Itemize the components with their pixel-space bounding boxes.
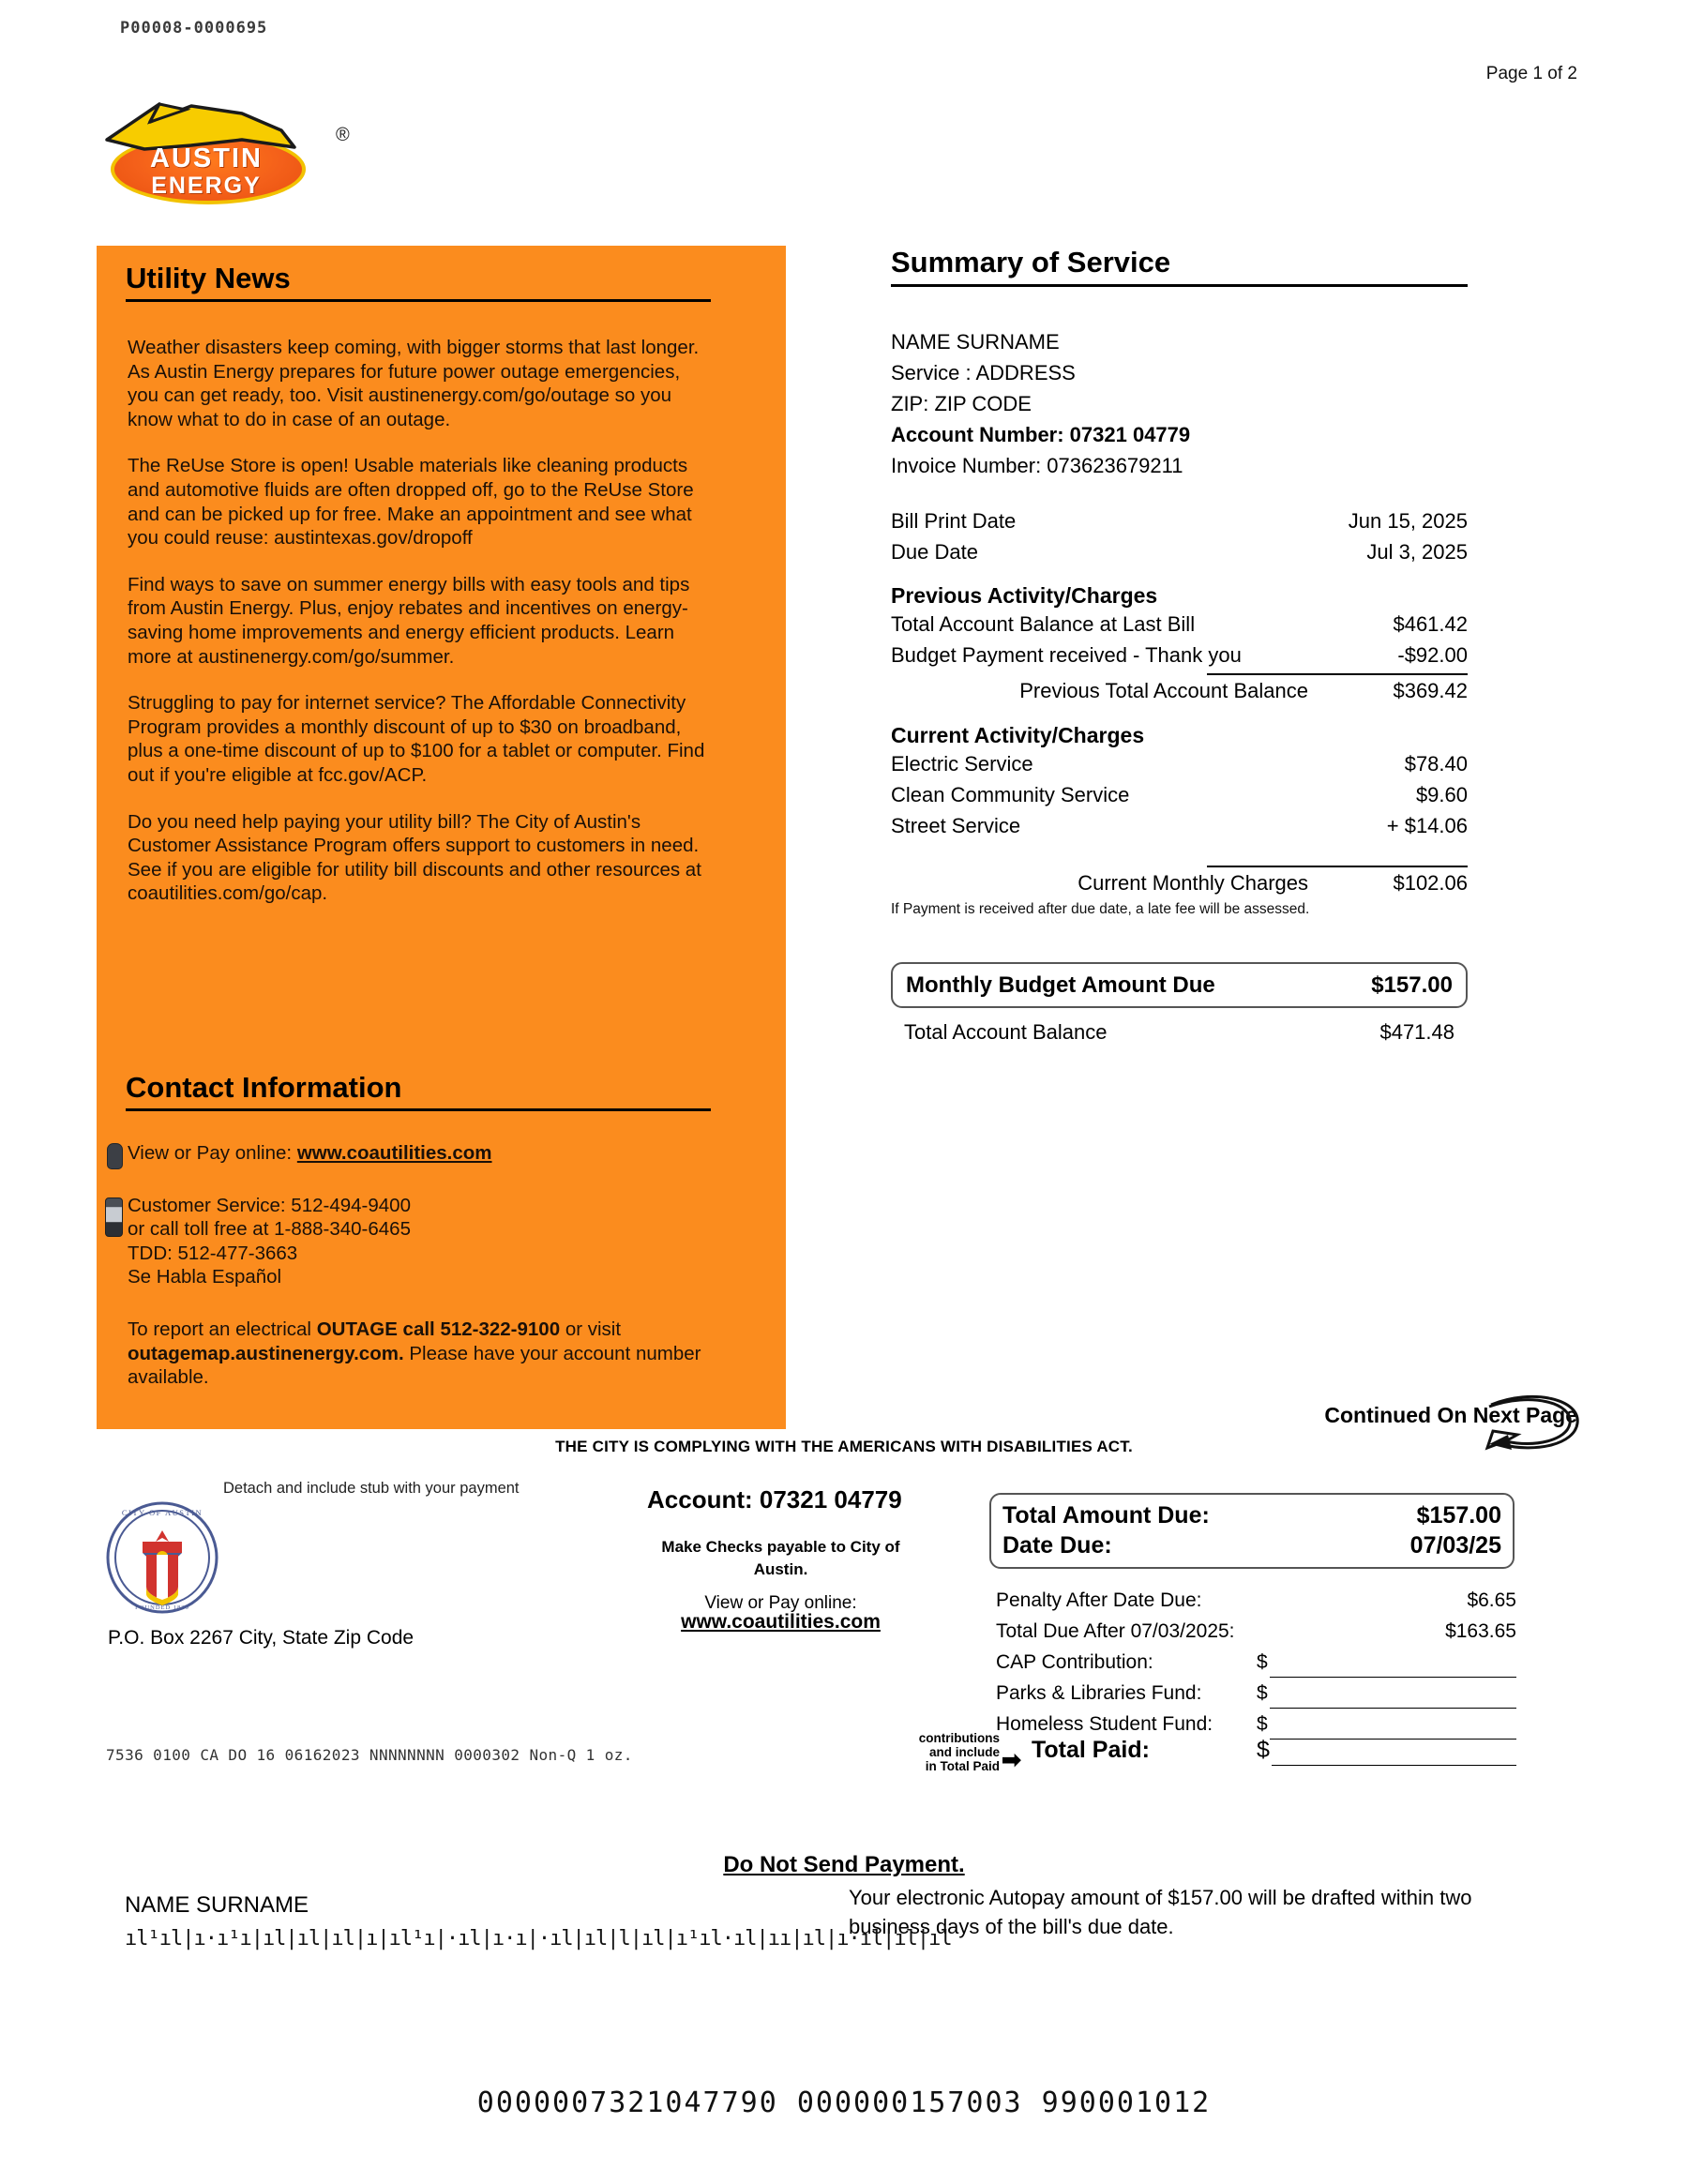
current-row-value: $9.60 — [1415, 783, 1468, 806]
contributions-note — [889, 1731, 1000, 1773]
stub-line-label: CAP Contribution: — [996, 1651, 1153, 1673]
previous-total-row — [891, 675, 1468, 707]
news-paragraph: Weather disasters keep coming, with bigger storms that last longer. As Austin Energy prepares for future power outage emergencies, you can get ready, too. Visit austinenergy.com/go/outage so you know what to do in case of an outage. — [128, 337, 700, 430]
contact-phone-block — [128, 1194, 728, 1289]
view-or-pay-text: View or Pay online: — [704, 1593, 857, 1613]
logo-text-energy: ENERGY — [151, 173, 262, 199]
page-indicator: Page 1 of 2 — [1485, 64, 1577, 83]
due-date-label: Due Date — [891, 540, 978, 564]
monthly-budget-value: $157.00 — [1371, 972, 1453, 998]
utility-news-title: Utility News — [126, 262, 291, 294]
utility-news-heading — [126, 262, 711, 302]
current-row-value: + $14.06 — [1386, 814, 1468, 837]
table-row — [891, 640, 1468, 670]
customer-name: NAME SURNAME — [891, 330, 1060, 354]
outage-phone: OUTAGE call 512-322-9100 — [316, 1318, 561, 1340]
stub-line-label: Homeless Student Fund: — [996, 1713, 1213, 1735]
previous-row-value: -$92.00 — [1397, 643, 1468, 667]
contact-information-body — [128, 1141, 728, 1414]
contributions-note-line3: in Total Paid — [925, 1759, 1000, 1773]
current-row-label: Clean Community Service — [891, 783, 1130, 806]
stub-line — [996, 1678, 1516, 1709]
ocr-scanline: 0000007321047790 000000157003 990001012 — [476, 2086, 1212, 2119]
news-paragraph: The ReUse Store is open! Usable materials like cleaning products and automotive fluids are often dropped off, go to the ReUse Store and can be picked up for free. Make an appointment and see what you could reuse: austintexas.gov/dropoff — [128, 455, 694, 550]
total-amount-due-value: $157.00 — [1416, 1502, 1501, 1529]
logo-text-austin: AUSTIN — [150, 143, 263, 173]
bill-print-date-row — [891, 505, 1468, 536]
city-of-austin-seal-icon — [105, 1500, 219, 1615]
service-address: Service : ADDRESS — [891, 361, 1076, 384]
contact-customer-service: Customer Service: 512-494-9400 — [128, 1194, 411, 1216]
outage-text-post: Please have your account number available. — [128, 1342, 701, 1389]
news-paragraph: Find ways to save on summer energy bills with easy tools and tips from Austin Energy. Plus, enjoy rebates and incentives on energy-saving home improvements and energy efficient products. Learn more at austinenergy.com/go/summer. — [128, 573, 690, 668]
monthly-budget-label: Monthly Budget Amount Due — [906, 972, 1215, 998]
utility-news-panel — [97, 246, 786, 1429]
contact-online-row — [128, 1141, 728, 1166]
mail-routing-code: 7536 0100 CA DO 16 06162023 NNNNNNNN 0000302 Non-Q 1 oz. — [106, 1746, 633, 1764]
continued-next-page-label: Continued On Next Page — [1324, 1403, 1577, 1427]
registered-trademark-icon: ® — [336, 125, 350, 145]
contact-information-title: Contact Information — [126, 1071, 402, 1104]
current-activity-heading: Current Activity/Charges — [891, 723, 1145, 747]
current-row-label: Electric Service — [891, 752, 1033, 776]
total-paid-field[interactable]: $ — [1257, 1735, 1516, 1766]
detach-note: Detach and include stub with your payment — [223, 1480, 520, 1497]
stub-line — [996, 1647, 1516, 1678]
svg-text:CITY OF AUSTIN: CITY OF AUSTIN — [121, 1508, 203, 1517]
phone-icon — [105, 1197, 123, 1237]
outage-text-mid: or visit — [560, 1318, 622, 1340]
contributions-note-line2: and include — [928, 1745, 1000, 1759]
total-account-balance-value: $471.48 — [1379, 1020, 1454, 1044]
austin-energy-logo — [94, 98, 350, 206]
outage-map-url[interactable]: outagemap.austinenergy.com. — [128, 1342, 404, 1364]
bill-print-date-value: Jun 15, 2025 — [1348, 509, 1468, 533]
current-total-value: $102.06 — [1393, 871, 1468, 895]
stub-amount-lines — [996, 1585, 1516, 1740]
customer-block — [891, 326, 1468, 481]
table-row — [891, 748, 1468, 779]
due-date-value: Jul 3, 2025 — [1366, 540, 1468, 564]
total-amount-due-row — [1002, 1500, 1501, 1530]
total-account-balance-row — [891, 1020, 1468, 1045]
contact-tdd: TDD: 512-477-3663 — [128, 1242, 298, 1264]
contact-espanol: Se Habla Español — [128, 1266, 282, 1288]
invoice-number: Invoice Number: 073623679211 — [891, 454, 1183, 477]
table-row — [891, 810, 1468, 841]
utility-news-body — [128, 336, 709, 928]
stub-line — [996, 1616, 1516, 1647]
stub-line-label: Penalty After Date Due: — [996, 1589, 1202, 1611]
stub-payment-url[interactable]: www.coautilities.com — [681, 1611, 881, 1633]
contact-information-heading — [126, 1071, 711, 1111]
date-due-value: 07/03/25 — [1409, 1532, 1501, 1559]
contact-outage-block — [128, 1318, 728, 1390]
stub-line-value: $6.65 — [1467, 1589, 1516, 1611]
total-paid-row — [996, 1735, 1516, 1766]
monthly-budget-box — [891, 962, 1468, 1008]
service-zip: ZIP: ZIP CODE — [891, 392, 1032, 415]
stub-payment-instructions — [656, 1536, 905, 1615]
previous-total-value: $369.42 — [1393, 679, 1468, 702]
current-row-value: $78.40 — [1404, 752, 1468, 776]
previous-total-label: Previous Total Account Balance — [1019, 679, 1308, 702]
current-row-label: Street Service — [891, 814, 1021, 837]
stub-line-label: Total Due After 07/03/2025: — [996, 1620, 1235, 1642]
po-box-address: P.O. Box 2267 City, State Zip Code — [108, 1627, 414, 1649]
ada-notice: THE CITY IS COMPLYING WITH THE AMERICANS WITH DISABILITIES ACT. — [555, 1438, 1133, 1455]
dates-block — [891, 505, 1468, 567]
footer-customer-name: NAME SURNAME — [125, 1892, 309, 1918]
summary-of-service — [891, 246, 1468, 1045]
current-total-row — [891, 867, 1468, 899]
total-amount-due-box — [989, 1493, 1515, 1569]
outage-text-pre: To report an electrical — [128, 1318, 317, 1340]
previous-row-label: Budget Payment received - Thank you — [891, 643, 1242, 667]
contact-online-label: View or Pay online: — [128, 1142, 293, 1164]
news-paragraph: Struggling to pay for internet service? The Affordable Connectivity Program provides a monthly discount of up to $30 on broadband, plus a one-time discount of up to $100 for a tablet or computer. Find out if you're eligible at fcc.gov/ACP. — [128, 692, 705, 786]
previous-row-value: $461.42 — [1393, 612, 1468, 636]
document-code: P00008-0000695 — [120, 19, 268, 38]
intelligent-mail-barcode: ıl¹ıl|ı·ı¹ı|ıl|ıl|ıl|ı|ıl¹ı|·ıl|ı·ı|·ıl|ıl|l|ıl|ı¹ıl·ıl|ıı|ıl|ı·ıl|ıl|ıl — [125, 1927, 952, 1951]
previous-activity-heading: Previous Activity/Charges — [891, 583, 1158, 608]
autopay-notice: Your electronic Autopay amount of $157.00 will be drafted within two business days of the bill's due date. — [849, 1886, 1472, 1938]
total-paid-label: Total Paid: — [1032, 1737, 1150, 1763]
date-due-row — [1002, 1530, 1501, 1560]
mouse-icon — [107, 1143, 123, 1169]
summary-divider — [891, 284, 1468, 287]
stub-line-value: $163.65 — [1445, 1620, 1516, 1642]
total-amount-due-label: Total Amount Due: — [1002, 1502, 1210, 1529]
stub-line — [996, 1585, 1516, 1616]
account-number: Account Number: 07321 04779 — [891, 423, 1191, 446]
previous-row-label: Total Account Balance at Last Bill — [891, 612, 1196, 636]
contact-online-url[interactable]: www.coautilities.com — [296, 1142, 492, 1164]
contact-toll-free: or call toll free at 1-888-340-6465 — [128, 1218, 411, 1241]
utility-news-divider — [126, 299, 711, 302]
svg-text:FOUNDED 1839: FOUNDED 1839 — [135, 1604, 189, 1611]
bill-print-date-label: Bill Print Date — [891, 509, 1017, 533]
stub-line-label: Parks & Libraries Fund: — [996, 1682, 1202, 1704]
do-not-send-payment-title: Do Not Send Payment. — [723, 1852, 965, 1877]
total-account-balance-label: Total Account Balance — [904, 1020, 1108, 1044]
late-fee-note: If Payment is received after due date, a late fee will be assessed. — [891, 901, 1310, 917]
parks-libraries-field[interactable]: $ — [1257, 1678, 1516, 1709]
contact-information-divider — [126, 1108, 711, 1111]
current-total-label: Current Monthly Charges — [1078, 871, 1308, 895]
summary-of-service-title: Summary of Service — [891, 246, 1171, 279]
news-paragraph: Do you need help paying your utility bill? The City of Austin's Customer Assistance Program offers support to customers in need. See if you are eligible for utility bill discounts and other resources at coautilities.com/go/cap. — [128, 810, 701, 905]
make-checks-text: Make Checks payable to City of Austin. — [661, 1538, 900, 1578]
due-date-row — [891, 536, 1468, 567]
date-due-label: Date Due: — [1002, 1532, 1112, 1559]
right-arrow-icon: ➡ — [1002, 1747, 1021, 1773]
stub-account-number: Account: 07321 04779 — [647, 1485, 902, 1514]
cap-contribution-field[interactable]: $ — [1257, 1647, 1516, 1678]
homeless-student-field[interactable]: $ — [1257, 1709, 1516, 1740]
contributions-note-line1: contributions — [918, 1731, 1000, 1745]
table-row — [891, 779, 1468, 810]
table-row — [891, 609, 1468, 640]
